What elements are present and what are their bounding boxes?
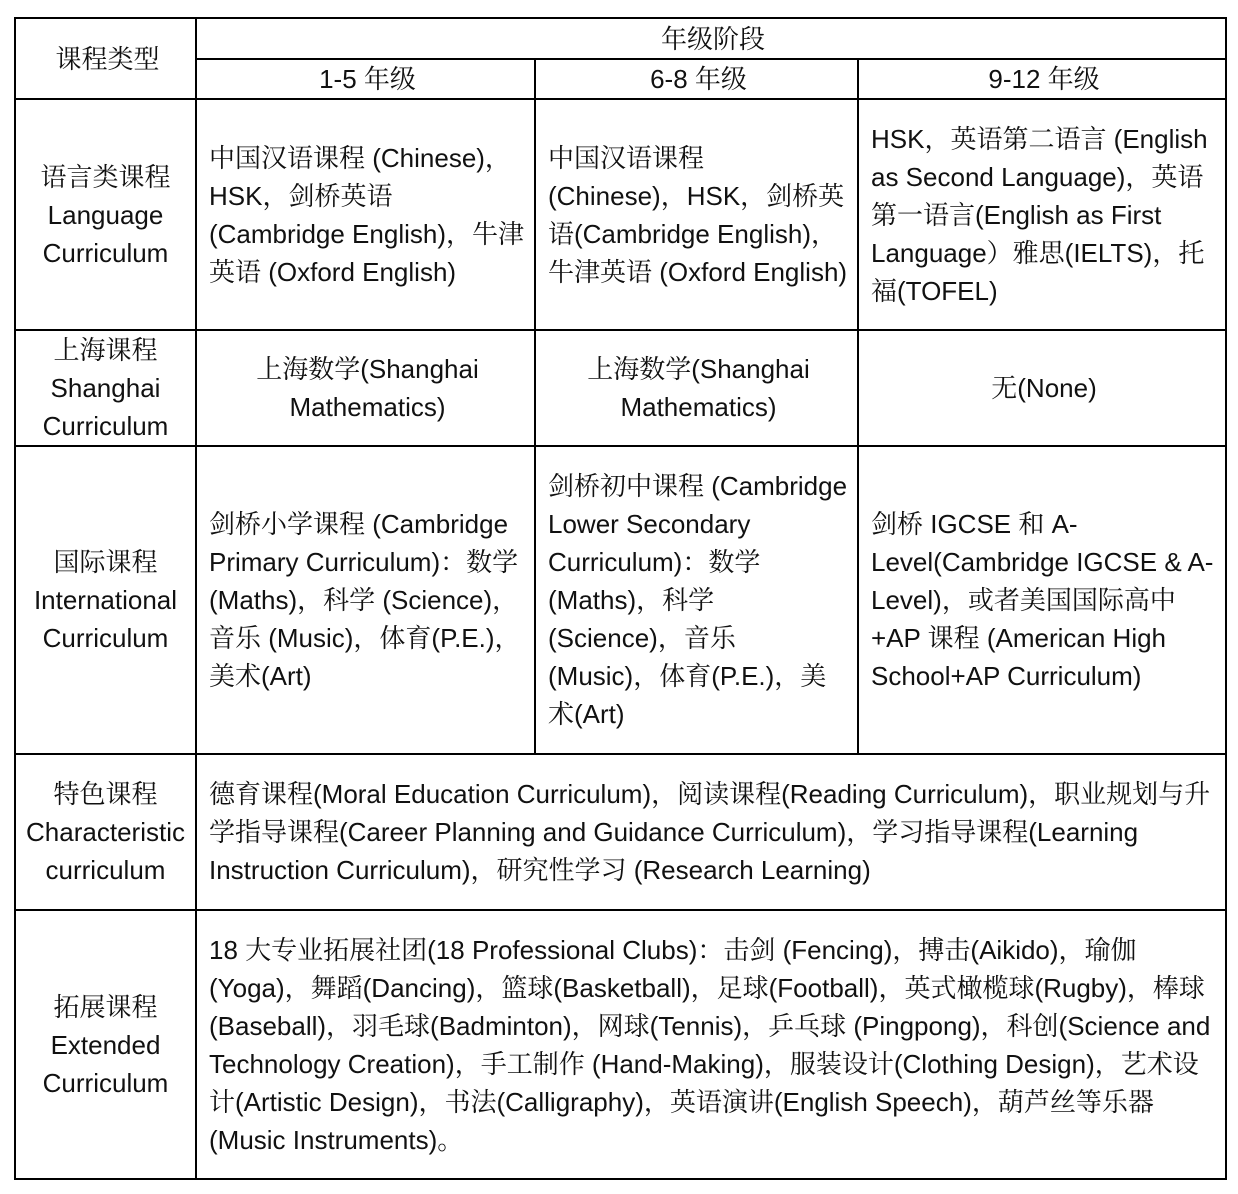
- row-label-language: 语言类课程 Language Curriculum: [15, 99, 196, 330]
- row-label-shanghai: 上海课程 Shanghai Curriculum: [15, 330, 196, 446]
- table-row-characteristic: [15, 754, 1226, 910]
- cell-shanghai-6-8: 上海数学(Shanghai Mathematics): [535, 330, 858, 446]
- curriculum-table: [14, 17, 1227, 1180]
- table-row-extended: [15, 910, 1226, 1179]
- row-label-extended: 拓展课程 Extended Curriculum: [15, 910, 196, 1179]
- table-row-shanghai: [15, 330, 1226, 446]
- cell-language-1-5: 中国汉语课程 (Chinese)，HSK，剑桥英语(Cambridge English)，牛津英语 (Oxford English): [196, 99, 535, 330]
- table-row-international: [15, 446, 1226, 754]
- cell-international-1-5: 剑桥小学课程 (Cambridge Primary Curriculum)：数学 (Maths)，科学 (Science)，音乐 (Music)，体育(P.E.)，美术(Art): [196, 446, 535, 754]
- cell-extended-all: 18 大专业拓展社团(18 Professional Clubs)：击剑 (Fencing)，搏击(Aikido)，瑜伽(Yoga)，舞蹈(Dancing)，篮球(Basketball)，足球(Football)，英式橄榄球(Rugby)，棒球(Baseball)，羽毛球(Badminton)，网球(Tennis)，乒乓球 (Pingpong)，科创(Science and Technology Creation)，手工制作 (Hand-Making)，服装设计(Clothing Design)，艺术设计(Artistic Design)，书法(Calligraphy)，英语演讲(English Speech)，葫芦丝等乐器(Music Instruments)。: [196, 910, 1226, 1179]
- cell-shanghai-1-5: 上海数学(Shanghai Mathematics): [196, 330, 535, 446]
- cell-shanghai-9-12: 无(None): [858, 330, 1226, 446]
- cell-language-6-8: 中国汉语课程 (Chinese)，HSK，剑桥英语(Cambridge English)，牛津英语 (Oxford English): [535, 99, 858, 330]
- header-grade-6-8: 6-8 年级: [535, 59, 858, 99]
- cell-international-6-8: 剑桥初中课程 (Cambridge Lower Secondary Curriculum)：数学 (Maths)，科学 (Science)，音乐 (Music)，体育(P.E.)，美术(Art): [535, 446, 858, 754]
- row-label-characteristic: 特色课程 Characteristic curriculum: [15, 754, 196, 910]
- table-row-language: [15, 99, 1226, 330]
- cell-language-9-12: HSK，英语第二语言 (English as Second Language)，英语第一语言(English as First Language）雅思(IELTS)，托福(TOFEL): [858, 99, 1226, 330]
- cell-international-9-12: 剑桥 IGCSE 和 A-Level(Cambridge IGCSE & A-Level)，或者美国国际高中+AP 课程 (American High School+AP Curriculum): [858, 446, 1226, 754]
- header-grade-stage: 年级阶段: [196, 18, 1226, 59]
- header-course-type: 课程类型: [15, 18, 196, 99]
- header-grade-1-5: 1-5 年级: [196, 59, 535, 99]
- row-label-international: 国际课程 International Curriculum: [15, 446, 196, 754]
- header-grade-9-12: 9-12 年级: [858, 59, 1226, 99]
- cell-characteristic-all: 德育课程(Moral Education Curriculum)，阅读课程(Reading Curriculum)，职业规划与升学指导课程(Career Planning and Guidance Curriculum)，学习指导课程(Learning Instruction Curriculum)，研究性学习 (Research Learning): [196, 754, 1226, 910]
